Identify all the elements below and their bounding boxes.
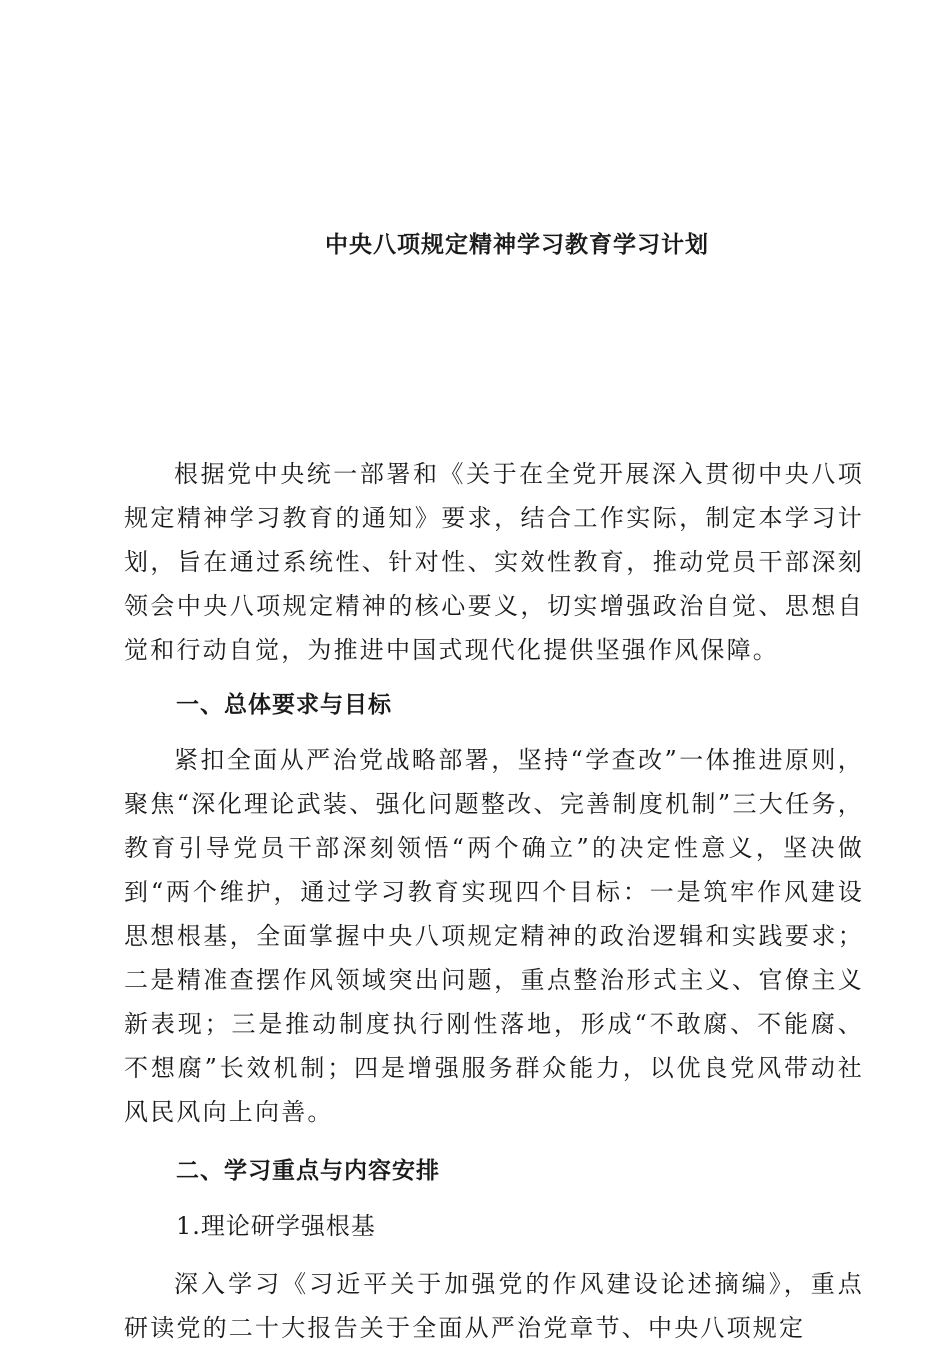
section-1-heading: 一、总体要求与目标 <box>176 692 392 718</box>
section-2-heading: 二、学习重点与内容安排 <box>176 1158 440 1184</box>
section-1-paragraph: 紧扣全面从严治党战略部署，坚持“学查改”一体推进原则，聚焦“深化理论武装、强化问题整改、完善制度机制”三大任务，教育引导党员干部深刻领悟“两个确立”的决定性意义，坚决做到“两个维护，通过学习教育实现四个目标：一是筑牢作风建设思想根基，全面掌握中央八项规定精神的政治逻辑和实践要求；二是精准查摆作风领域突出问题，重点整治形式主义、官僚主义新表现；三是推动制度执行刚性落地，形成“不敢腐、不能腐、不想腐”长效机制；四是增强服务群众能力，以优良党风带动社风民风向上向善。 <box>124 746 864 1126</box>
section-2-subheading: 1.理论研学强根基 <box>176 1212 376 1240</box>
document-title: 中央八项规定精神学习教育学习计划 <box>325 232 709 258</box>
intro-paragraph: 根据党中央统一部署和《关于在全党开展深入贯彻中央八项规定精神学习教育的通知》要求，结合工作实际，制定本学习计划，旨在通过系统性、针对性、实效性教育，推动党员干部深刻领会中央八项规定精神的核心要义，切实增强政治自觉、思想自觉和行动自觉，为推进中国式现代化提供坚强作风保障。 <box>124 460 864 664</box>
section-2-paragraph: 深入学习《习近平关于加强党的作风建设论述摘编》，重点研读党的二十大报告关于全面从严治党章节、中央八项规定 <box>124 1270 864 1342</box>
